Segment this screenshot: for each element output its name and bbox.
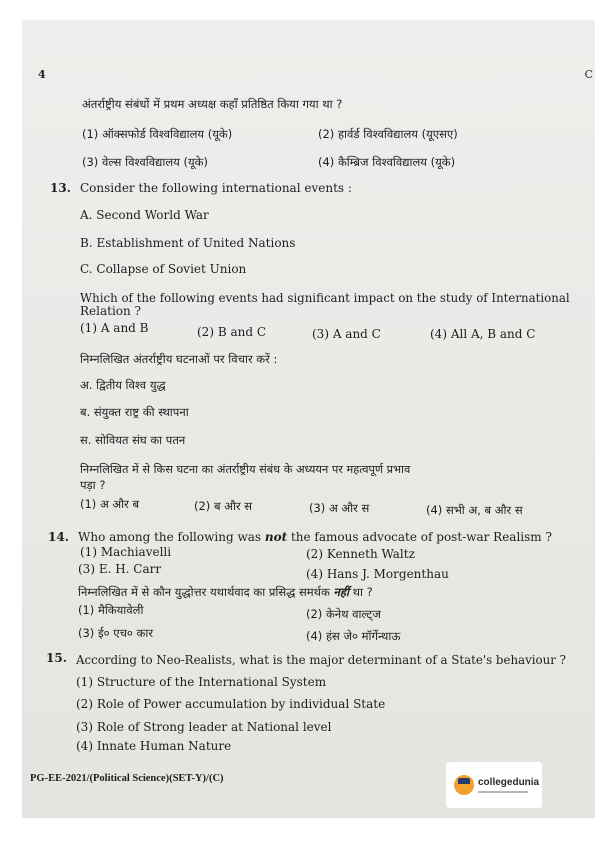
- q14-option-1: (1) Machiavelli: [80, 545, 172, 559]
- q14-stem-hi: निम्नलिखित में से कौन युद्धोत्तर यथार्थवाद का प्रसिद्ध समर्थक नहीं था ?: [78, 585, 373, 599]
- q14-number: 14.: [48, 530, 69, 544]
- q15-option-1: (1) Structure of the International System: [76, 675, 327, 689]
- q15-option-4: (4) Innate Human Nature: [76, 739, 232, 753]
- q13-item-b: B. Establishment of United Nations: [80, 236, 296, 250]
- q13-item-c-hi: स. सोवियत संघ का पतन: [80, 433, 186, 447]
- q14-stem: Who among the following was not the famous advocate of post-war Realism ?: [78, 530, 552, 544]
- q15-number: 15.: [46, 651, 67, 665]
- footer-code: PG-EE-2021/(Political Science)(SET-Y)/(C): [30, 773, 224, 784]
- q13-stem-hi: निम्नलिखित अंतर्राष्ट्रीय घटनाओं पर विचार करें :: [80, 352, 278, 366]
- graduate-cap-icon: [454, 775, 474, 795]
- q12-question-hi: अंतर्राष्ट्रीय संबंधों में प्रथम अध्यक्ष कहाँ प्रतिष्ठित किया गया था ?: [82, 97, 343, 111]
- q13-item-a-hi: अ. द्वितीय विश्व युद्ध: [80, 378, 166, 392]
- q14-emphasis-hi: नहीं: [333, 585, 349, 599]
- q14-option-1-hi: (1) मैकियावेली: [78, 603, 144, 617]
- q13-question-hi-line-1: निम्नलिखित में से किस घटना का अंतर्राष्ट्रीय संबंध के अध्ययन पर महत्वपूर्ण प्रभाव: [80, 463, 411, 476]
- collegedunia-logo: [446, 762, 542, 808]
- q13-item-c: C. Collapse of Soviet Union: [80, 262, 247, 276]
- q13-option-3-hi: (3) अ और स: [309, 501, 370, 515]
- q12-option-4-hi: (4) कैम्ब्रिज विश्वविद्यालय (यूके): [318, 155, 456, 169]
- q14-option-4: (4) Hans J. Morgenthau: [306, 567, 449, 581]
- q15-option-2: (2) Role of Power accumulation by individual State: [76, 697, 386, 711]
- q12-option-2-hi: (2) हार्वर्ड विश्वविद्यालय (यूएसए): [318, 127, 458, 141]
- q13-option-3: (3) A and C: [312, 327, 381, 341]
- q13-number: 13.: [50, 181, 71, 195]
- page-number: 4: [38, 68, 46, 81]
- q13-question-line-2: Relation ?: [80, 304, 141, 318]
- q13-item-b-hi: ब. संयुक्त राष्ट्र की स्थापना: [80, 405, 189, 419]
- q14-option-4-hi: (4) हंस जे० मॉर्गेन्थाऊ: [306, 629, 401, 643]
- q13-option-2-hi: (2) ब और स: [194, 499, 253, 513]
- q14-option-2-hi: (2) केनेथ वाल्ट्ज: [306, 607, 381, 621]
- q13-option-4: (4) All A, B and C: [430, 327, 536, 341]
- q15-stem: According to Neo-Realists, what is the major determinant of a State's behaviour ?: [76, 653, 566, 667]
- logo-name: collegedunia: [478, 777, 540, 788]
- q13-option-2: (2) B and C: [197, 325, 267, 339]
- q13-item-a: A. Second World War: [80, 208, 209, 222]
- q13-option-1-hi: (1) अ और ब: [80, 497, 140, 511]
- q13-option-4-hi: (4) सभी अ, ब और स: [426, 503, 523, 517]
- q13-question-hi-line-2: पड़ा ?: [80, 478, 106, 492]
- q14-option-2: (2) Kenneth Waltz: [306, 547, 415, 561]
- q14-option-3: (3) E. H. Carr: [78, 562, 162, 576]
- q12-option-1-hi: (1) ऑक्सफोर्ड विश्वविद्यालय (यूके): [82, 127, 233, 141]
- q15-option-3: (3) Role of Strong leader at National level: [76, 720, 332, 734]
- corner-mark: C: [584, 68, 593, 81]
- q14-emphasis: not: [264, 530, 288, 544]
- q13-stem: Consider the following international events :: [80, 181, 352, 195]
- q13-question-line-1: Which of the following events had significant impact on the study of International: [80, 291, 570, 305]
- q14-option-3-hi: (3) ई० एच० कार: [78, 626, 154, 640]
- logo-tagline-bar: [478, 791, 528, 793]
- q12-option-3-hi: (3) वेल्स विश्वविद्यालय (यूके): [82, 155, 208, 169]
- q13-option-1: (1) A and B: [80, 321, 149, 335]
